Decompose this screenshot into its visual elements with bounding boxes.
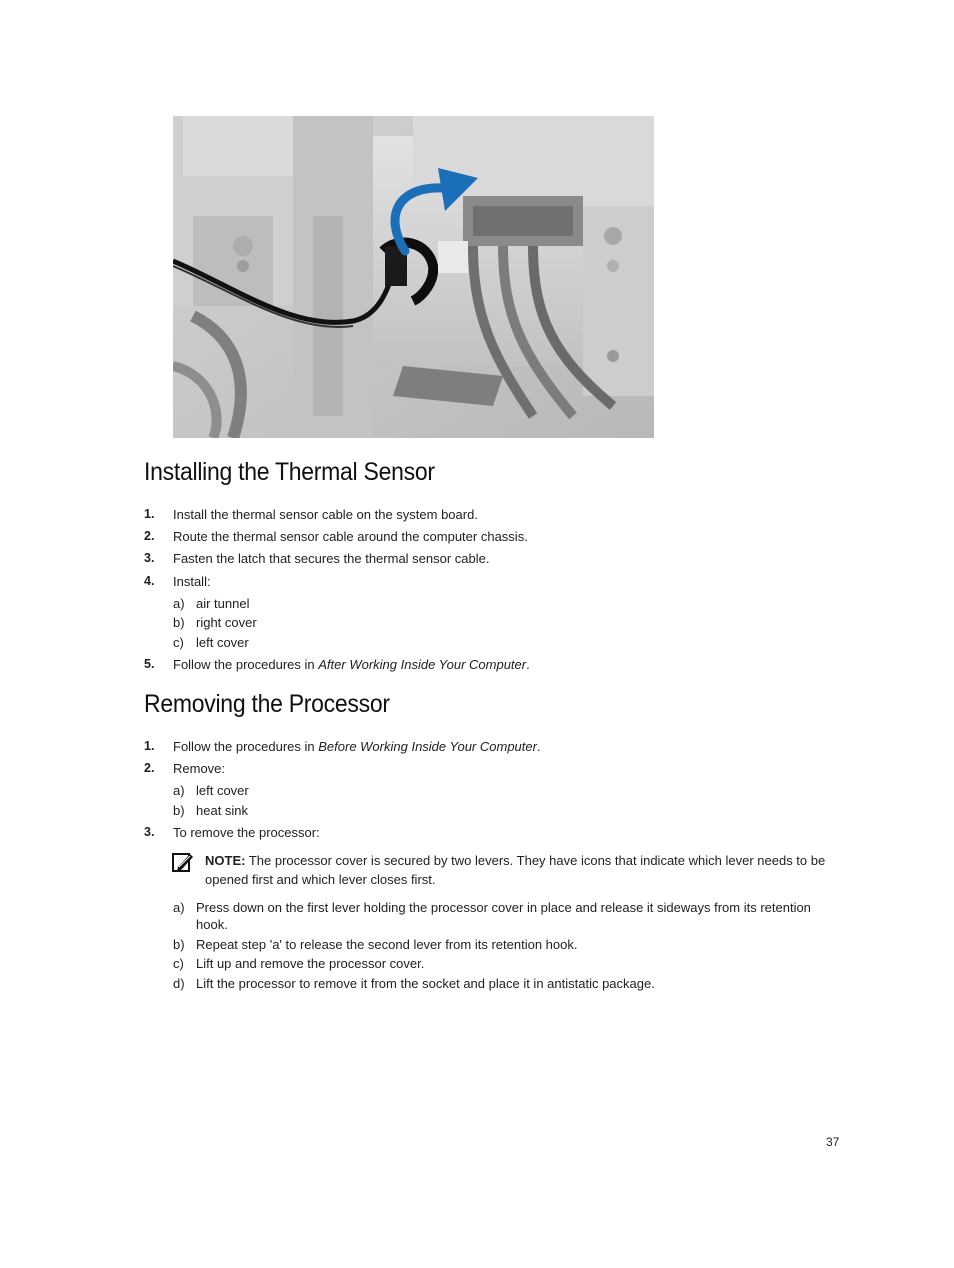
- page-number: 37: [826, 1135, 840, 1149]
- note-callout: [205, 851, 835, 889]
- note-label: NOTE:: [205, 853, 246, 868]
- note-body: The processor cover is secured by two levers. They have icons that indicate which lever needs to be opened first and which lever closes first.: [205, 853, 826, 887]
- document-reference: Before Working Inside Your Computer: [318, 739, 537, 754]
- step-number: 1.: [144, 507, 155, 521]
- document-reference: After Working Inside Your Computer: [318, 657, 527, 672]
- step-number: 5.: [144, 657, 155, 671]
- substep-letter: b): [173, 937, 185, 952]
- step-text: Install:: [173, 574, 211, 589]
- step-text: Route the thermal sensor cable around the computer chassis.: [173, 529, 528, 544]
- step-number: 2.: [144, 529, 155, 543]
- substep-text: Press down on the first lever holding the processor cover in place and release it sideways from its retention hook.: [196, 900, 811, 932]
- substep-text: heat sink: [196, 803, 249, 818]
- substep-letter: c): [173, 635, 184, 650]
- step-number: 3.: [144, 551, 155, 565]
- substep-letter: c): [173, 956, 184, 971]
- substep-letter: a): [173, 783, 185, 798]
- substep-text: air tunnel: [196, 596, 250, 611]
- step-text: [173, 738, 541, 755]
- step-text-plain: .: [526, 657, 530, 672]
- substep-text: left cover: [196, 635, 249, 650]
- step-number: 3.: [144, 825, 155, 839]
- substep-text: left cover: [196, 783, 249, 798]
- substep-text: right cover: [196, 615, 257, 630]
- section-title-installing-thermal-sensor: Installing the Thermal Sensor: [144, 458, 435, 486]
- note-pencil-icon: [172, 851, 194, 873]
- step-text: Fasten the latch that secures the thermal sensor cable.: [173, 551, 490, 566]
- step-number: 2.: [144, 761, 155, 775]
- substep-letter: b): [173, 803, 185, 818]
- substep-text: Lift up and remove the processor cover.: [196, 956, 425, 971]
- step-number: 1.: [144, 739, 155, 753]
- substep-letter: a): [173, 596, 185, 611]
- step-text: [173, 656, 530, 673]
- substep-text: Lift the processor to remove it from the socket and place it in antistatic package.: [196, 976, 655, 991]
- section-title-removing-processor: Removing the Processor: [144, 690, 390, 718]
- step-text-plain: Follow the procedures in: [173, 739, 319, 754]
- substep-letter: b): [173, 615, 185, 630]
- step-text: Remove:: [173, 761, 226, 776]
- step-text: To remove the processor:: [173, 825, 320, 840]
- step-number: 4.: [144, 574, 155, 588]
- substep-text: Repeat step 'a' to release the second lever from its retention hook.: [196, 937, 578, 952]
- thermal-sensor-cable-routing-photo: [173, 116, 654, 438]
- step-text-plain: Follow the procedures in: [173, 657, 319, 672]
- step-text-plain: .: [536, 739, 541, 754]
- substep-letter: d): [173, 976, 185, 991]
- substep-letter: a): [173, 900, 185, 915]
- step-text: Install the thermal sensor cable on the system board.: [173, 507, 478, 522]
